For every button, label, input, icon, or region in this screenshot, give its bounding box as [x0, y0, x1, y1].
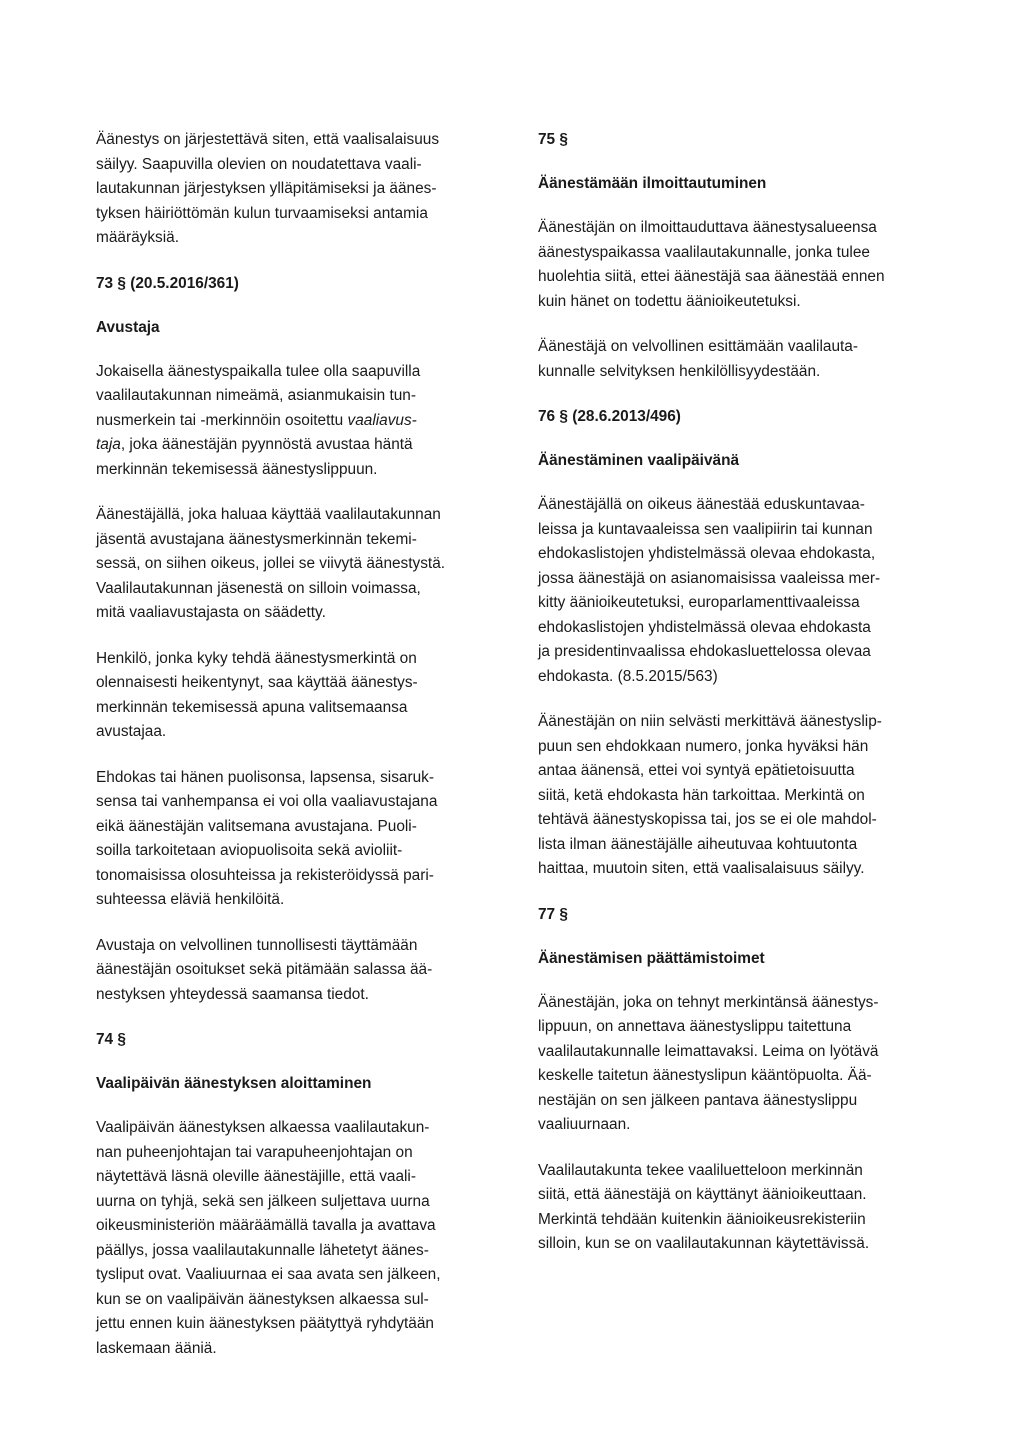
- text-line: kuin hänet on todettu äänioikeutetuksi.: [538, 292, 801, 310]
- text-line: ehdokaslistojen yhdistelmässä olevaa ehdokasta,: [538, 545, 876, 562]
- section-75-number: 75 §: [538, 131, 568, 148]
- section-77-title: Äänestämisen päättämistoimet: [538, 949, 765, 967]
- text-line: huolehtia siitä, ettei äänestäjä saa äänestää ennen: [538, 268, 885, 285]
- text-line: kunnalle selvityksen henkilöllisyydestään.: [538, 362, 821, 380]
- section-73-title: Avustaja: [96, 318, 160, 336]
- paragraph-marking-ballot: [538, 710, 938, 882]
- text-line: uurna on tyhjä, sekä sen jälkeen suljettava uurna: [96, 1192, 430, 1210]
- text-line: [96, 433, 496, 458]
- text-line: äänestyspaikassa vaalilautakunnalle, jonka tulee: [538, 243, 870, 261]
- section-74-number: 74 §: [96, 1031, 126, 1048]
- text-line: suhteessa eläviä henkilöitä.: [96, 891, 285, 908]
- section-77-number: 77 §: [538, 905, 568, 923]
- text-line: kun se on vaalipäivän äänestyksen alkaessa sul-: [96, 1290, 429, 1308]
- text-line: laskemaan ääniä.: [96, 1339, 217, 1357]
- text-line: tysliput ovat. Vaaliuurnaa ei saa avata sen jälkeen,: [96, 1266, 441, 1283]
- text-line: jäsentä avustajana äänestysmerkinnän tekemi-: [96, 530, 417, 548]
- text-line: tyksen häiriöttömän kulun turvaamiseksi antamia: [96, 204, 428, 222]
- text-line: avustajaa.: [96, 723, 167, 740]
- section-75-title: Äänestämään ilmoittautuminen: [538, 175, 767, 192]
- paragraph-secrecy: [96, 128, 496, 251]
- text-line: ja presidentinvaalissa ehdokasluettelossa olevaa: [538, 643, 871, 660]
- text-line: Äänestäjän, joka on tehnyt merkintänsä äänestys-: [538, 993, 879, 1011]
- text-line: antaa äänensä, ettei voi syntyä epätietoisuutta: [538, 762, 855, 779]
- text-line: siitä, ketä ehdokasta hän tarkoittaa. Merkintä on: [538, 786, 865, 804]
- text-line: vaalilautakunnalle leimattavaksi. Leima on lyötävä: [538, 1042, 879, 1060]
- text-line: Äänestäjä on velvollinen esittämään vaalilauta-: [538, 338, 858, 355]
- text-line: mitä vaaliavustajasta on säädetty.: [96, 604, 326, 621]
- text-line: nan puheenjohtajan tai varapuheenjohtajan on: [96, 1143, 413, 1161]
- italic-term: vaaliavus-: [347, 411, 417, 429]
- text-line: Vaalilautakunnan jäsenestä on silloin voimassa,: [96, 579, 421, 597]
- text-line: nestäjän on sen jälkeen pantava äänestyslippu: [538, 1091, 858, 1109]
- text-line: Äänestäjällä, joka haluaa käyttää vaalilautakunnan: [96, 506, 441, 523]
- paragraph-assistant-definition: [96, 360, 496, 483]
- text-line: nestyksen yhteydessä saamansa tiedot.: [96, 985, 369, 1003]
- text-line: [96, 409, 496, 434]
- text-line: Merkintä tehdään kuitenkin äänioikeusrekisteriin: [538, 1210, 866, 1228]
- text-line: Äänestys on järjestettävä siten, että vaalisalaisuus: [96, 131, 440, 148]
- paragraph-ballot-box: [96, 1116, 496, 1361]
- text-line: Vaalipäivän äänestyksen alkaessa vaalilautakun-: [96, 1119, 430, 1136]
- text-line: Vaalilautakunta tekee vaaliluetteloon merkinnän: [538, 1161, 863, 1179]
- text-line: näytettävä läsnä oleville äänestäjille, että vaali-: [96, 1168, 416, 1185]
- text-line: Äänestäjän on ilmoittauduttava äänestysalueensa: [538, 219, 877, 236]
- paragraph-assistant-duties: [96, 934, 496, 1008]
- text-line: olennaisesti heikentynyt, saa käyttää äänestys-: [96, 674, 418, 691]
- text-line: ehdokaslistojen yhdistelmässä olevaa ehdokasta: [538, 618, 871, 636]
- paragraph-candidate-relatives: [96, 766, 496, 913]
- text-line: haittaa, muutoin siten, että vaalisalaisuus säilyy.: [538, 860, 865, 877]
- text-line: tonomaisissa olosuhteissa ja rekisteröidyssä pari-: [96, 866, 434, 884]
- text-line: eikä äänestäjän valitsemana avustajana. Puoli-: [96, 817, 417, 835]
- text-line: Henkilö, jonka kyky tehdä äänestysmerkintä on: [96, 649, 417, 667]
- text-line: leissa ja kuntavaaleissa sen vaalipiirin tai kunnan: [538, 520, 873, 538]
- text-line: säilyy. Saapuvilla olevien on noudatettava vaali-: [96, 155, 422, 173]
- text-line: soilla tarkoitetaan aviopuolisoita sekä avioliit-: [96, 842, 403, 859]
- paragraph-stamping: [538, 991, 938, 1138]
- text-line: puun sen ehdokkaan numero, jonka hyväksi hän: [538, 737, 869, 755]
- section-73-number: 73 § (20.5.2016/361): [96, 274, 239, 292]
- text-line: Äänestäjällä on oikeus äänestää eduskuntavaa-: [538, 496, 865, 513]
- text-line: kitty äänioikeutetuksi, europarlamenttivaaleissa: [538, 594, 860, 611]
- text-line: silloin, kun se on vaalilautakunnan käytettävissä.: [538, 1235, 870, 1252]
- text-line: siitä, että äänestäjä on käyttänyt äänioikeuttaan.: [538, 1186, 867, 1203]
- text-line: jossa äänestäjä on asianomaisissa vaaleissa mer-: [538, 569, 881, 587]
- text-line: lippuun, on annettava äänestyslippu taitettuna: [538, 1018, 852, 1035]
- paragraph-committee-member: [96, 503, 496, 626]
- text-line: tehtävä äänestyskopissa tai, jos se ei ole mahdol-: [538, 811, 877, 828]
- text-line: Jokaisella äänestyspaikalla tulee olla saapuvilla: [96, 362, 421, 380]
- text-line: sessä, on siihen oikeus, jollei se viivytä äänestystä.: [96, 555, 446, 572]
- text-line: päällys, jossa vaalilautakunnalle lähetetyt äänes-: [96, 1241, 429, 1259]
- section-76-number: 76 § (28.6.2013/496): [538, 408, 681, 425]
- text-line: oikeusministeriön määräämällä tavalla ja avattava: [96, 1217, 436, 1234]
- text-line: merkinnän tekemisessä äänestyslippuun.: [96, 460, 378, 478]
- section-76-title: Äänestäminen vaalipäivänä: [538, 452, 740, 469]
- left-column: [96, 128, 496, 1382]
- text-line: Avustaja on velvollinen tunnollisesti täyttämään: [96, 936, 418, 954]
- text-line: sensa tai vanhempansa ei voi olla vaaliavustajana: [96, 793, 438, 810]
- text-line: äänestäjän osoitukset sekä pitämään salassa ää-: [96, 961, 433, 978]
- section-74-title: Vaalipäivän äänestyksen aloittaminen: [96, 1075, 372, 1092]
- right-column: [538, 128, 938, 1278]
- text-line: Äänestäjän on niin selvästi merkittävä äänestyslip-: [538, 713, 882, 730]
- paragraph-register-entry: [538, 1159, 938, 1257]
- paragraph-impaired-voter: [96, 647, 496, 745]
- text-line: lista ilman äänestäjälle aiheutuvaa kohtuutonta: [538, 835, 858, 853]
- text-line: ehdokasta. (8.5.2015/563): [538, 667, 718, 685]
- italic-term: taja: [96, 436, 121, 453]
- paragraph-identification: [538, 335, 938, 384]
- text-line: vaalilautakunnan nimeämä, asianmukaisin tun-: [96, 387, 416, 404]
- text-line: vaaliuurnaan.: [538, 1116, 631, 1133]
- text-line: lautakunnan järjestyksen ylläpitämiseksi ja äänes-: [96, 180, 437, 197]
- text-line: keskelle taitetun äänestyslipun kääntöpuolta. Ää-: [538, 1067, 872, 1084]
- text-fragment: nusmerkein tai -merkinnöin osoitettu: [96, 411, 344, 429]
- text-line: Ehdokas tai hänen puolisonsa, lapsensa, sisaruk-: [96, 768, 434, 786]
- text-fragment: , joka äänestäjän pyynnöstä avustaa häntä: [120, 436, 413, 453]
- paragraph-registration: [538, 216, 938, 314]
- text-line: määräyksiä.: [96, 229, 179, 246]
- text-line: jettu ennen kuin äänestyksen päätyttyä ryhdytään: [96, 1315, 434, 1332]
- paragraph-voting-right: [538, 493, 938, 689]
- text-line: merkinnän tekemisessä apuna valitsemaansa: [96, 698, 408, 716]
